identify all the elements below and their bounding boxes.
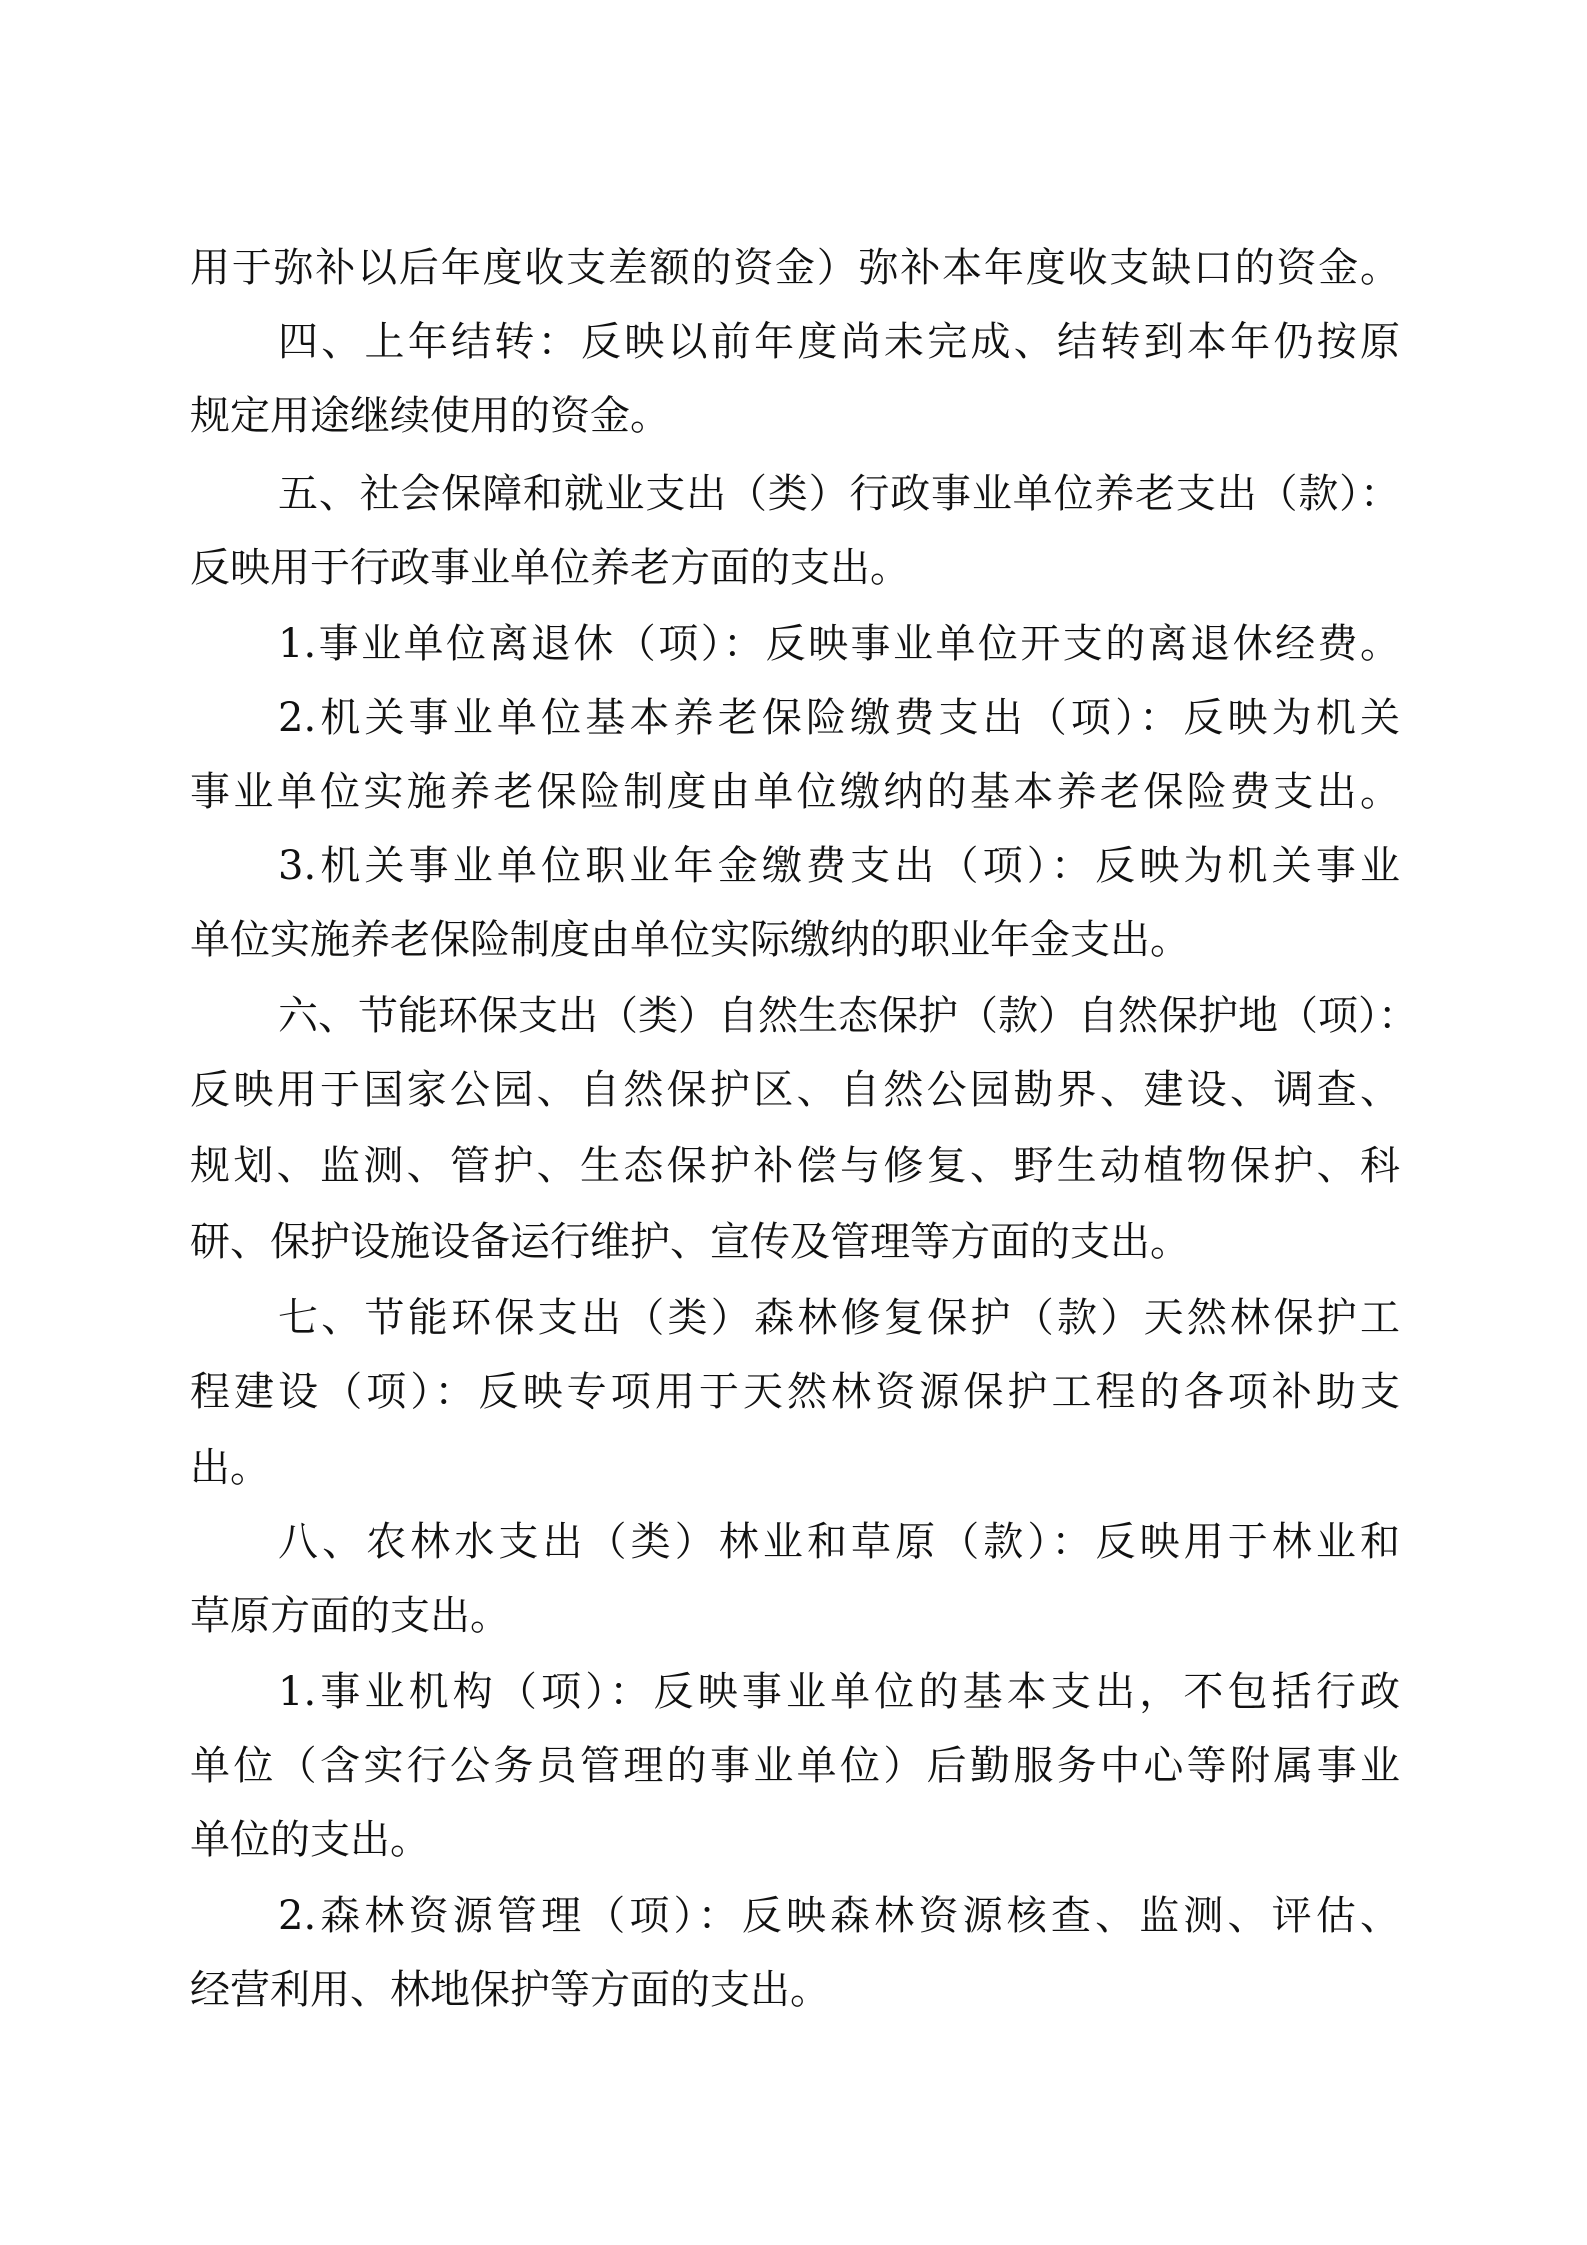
text-line: 反映用于国家公园、自然保护区、自然公园勘界、建设、调查、	[190, 1067, 1400, 1113]
text-line: 1.事业机构（项）：反映事业单位的基本支出，不包括行政	[278, 1669, 1400, 1715]
text-line: 3.机关事业单位职业年金缴费支出（项）：反映为机关事业	[278, 843, 1400, 889]
text-line: 事业单位实施养老保险制度由单位缴纳的基本养老保险费支出。	[190, 769, 1400, 815]
text-line: 1.事业单位离退休（项）：反映事业单位开支的离退休经费。	[278, 621, 1400, 667]
text-line: 出。	[190, 1445, 270, 1491]
text-line: 单位实施养老保险制度由单位实际缴纳的职业年金支出。	[190, 917, 1190, 963]
text-line: 反映用于行政事业单位养老方面的支出。	[190, 545, 910, 591]
text-line: 研、保护设施设备运行维护、宣传及管理等方面的支出。	[190, 1219, 1190, 1265]
text-line: 经营利用、林地保护等方面的支出。	[190, 1967, 830, 2013]
text-line: 2.森林资源管理（项）：反映森林资源核查、监测、评估、	[278, 1893, 1400, 1939]
text-line: 五、社会保障和就业支出（类）行政事业单位养老支出（款）：	[278, 471, 1400, 517]
text-line: 四、上年结转：反映以前年度尚未完成、结转到本年仍按原	[278, 319, 1400, 365]
text-line: 草原方面的支出。	[190, 1593, 510, 1639]
text-line: 单位的支出。	[190, 1817, 430, 1863]
text-line: 用于弥补以后年度收支差额的资金）弥补本年度收支缺口的资金。	[190, 245, 1400, 291]
text-line: 七、节能环保支出（类）森林修复保护（款）天然林保护工	[278, 1295, 1400, 1341]
text-line: 八、农林水支出（类）林业和草原（款）：反映用于林业和	[278, 1519, 1400, 1565]
text-line: 规定用途继续使用的资金。	[190, 393, 670, 439]
text-line: 六、节能环保支出（类）自然生态保护（款）自然保护地（项）：	[278, 993, 1418, 1039]
text-line: 规划、监测、管护、生态保护补偿与修复、野生动植物保护、科	[190, 1143, 1400, 1189]
text-line: 2.机关事业单位基本养老保险缴费支出（项）：反映为机关	[278, 695, 1400, 741]
text-line: 程建设（项）：反映专项用于天然林资源保护工程的各项补助支	[190, 1369, 1400, 1415]
text-line: 单位（含实行公务员管理的事业单位）后勤服务中心等附属事业	[190, 1743, 1400, 1789]
